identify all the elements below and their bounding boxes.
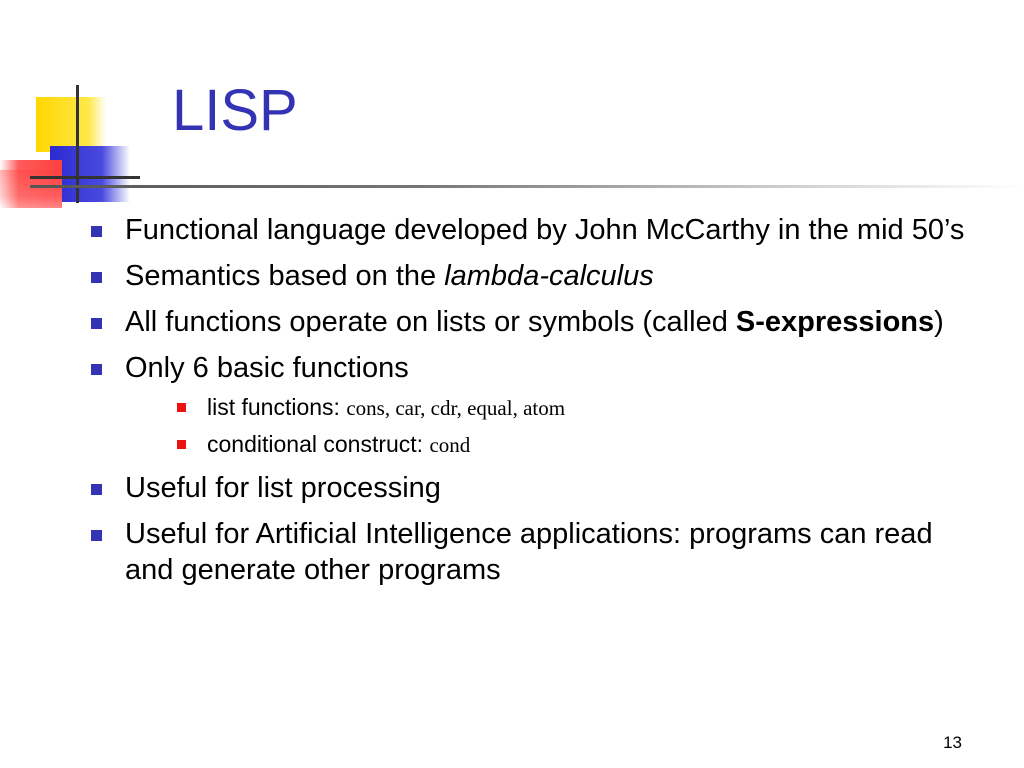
slide-body [88,212,988,598]
bullet-strong: S-expressions [735,306,935,338]
red-square-bullet-icon [177,440,186,449]
bullet-suffix: ) [934,306,944,338]
page-number: 13 [943,733,962,752]
square-bullet-icon [91,318,102,329]
bullet-text: Semantics based on the [125,260,445,292]
sub-bullet-list [125,392,988,460]
slide-title: LISP [172,78,298,143]
bullet-list [88,212,988,588]
bullet-item-1 [88,212,988,248]
bullet-item-6 [88,516,988,588]
red-square-bullet-icon [177,403,186,412]
square-bullet-icon [91,530,102,541]
bullet-text: Functional language developed by John McCarthy in the mid 50’s [125,214,965,246]
sub-bullet-code: cons, car, cdr, equal, atom [346,396,566,420]
bullet-text: All functions operate on lists or symbols (called [125,306,736,338]
sub-bullet-code: cond [429,433,471,457]
bullet-text: Useful for Artificial Intelligence applications: programs can read and generate other programs [125,518,933,586]
title-underline [30,185,1024,188]
sub-bullet-item-1 [125,392,988,423]
square-bullet-icon [91,484,102,495]
bullet-text: Only 6 basic functions [125,352,409,384]
sub-bullet-item-2 [125,429,988,460]
bullet-item-3 [88,304,988,340]
square-bullet-icon [91,272,102,283]
bullet-text: Useful for list processing [125,472,441,504]
bullet-item-5 [88,470,988,506]
deco-yellow-square [36,97,106,152]
bullet-emphasis: lambda-calculus [444,260,654,292]
sub-bullet-label: conditional construct: [207,431,430,457]
square-bullet-icon [91,364,102,375]
bullet-item-4 [88,350,988,460]
deco-horizontal-line [30,176,140,179]
sub-bullet-label: list functions: [207,394,347,420]
square-bullet-icon [91,226,102,237]
bullet-item-2 [88,258,988,294]
